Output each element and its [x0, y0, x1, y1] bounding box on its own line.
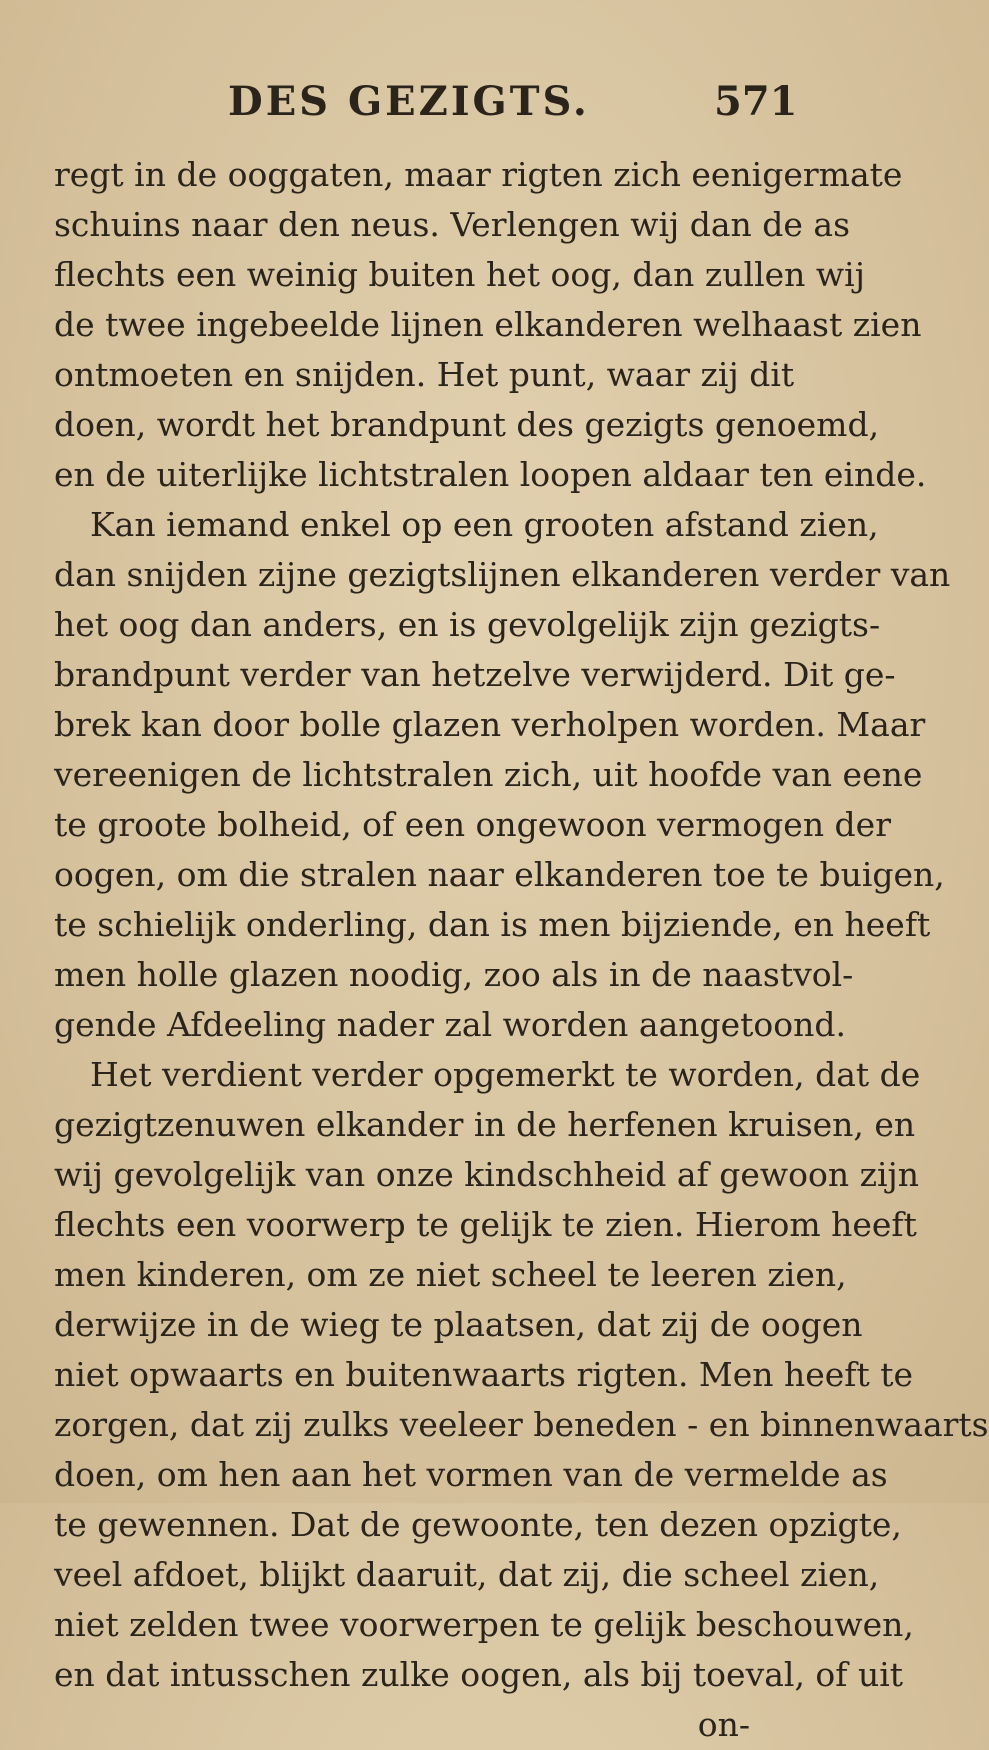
running-head: DES GEZIGTS.	[228, 78, 590, 125]
text-line: brek kan door bolle glazen verholpen worden. Maar	[54, 705, 926, 744]
text-line: schuins naar den neus. Verlengen wij dan de as	[54, 205, 851, 244]
text-line: niet zelden twee voorwerpen te gelijk beschouwen,	[54, 1605, 914, 1644]
text-line: men holle glazen noodig, zoo als in de naastvol-	[54, 955, 854, 994]
text-line: ontmoeten en snijden. Het punt, waar zij dit	[54, 355, 795, 394]
text-line: te groote bolheid, of een ongewoon vermogen der	[54, 805, 891, 844]
text-line: dan snijden zijne gezigtslijnen elkanderen verder van	[54, 555, 951, 594]
page-number: 571	[714, 78, 798, 125]
text-line: de twee ingebeelde lijnen elkanderen welhaast zien	[54, 305, 922, 344]
text-line: zorgen, dat zij zulks veeleer beneden - en binnenwaarts	[54, 1405, 989, 1444]
text-line: veel afdoet, blijkt daaruit, dat zij, die scheel zien,	[54, 1555, 880, 1594]
text-line: flechts een voorwerp te gelijk te zien. Hierom heeft	[54, 1205, 917, 1244]
text-line: brandpunt verder van hetzelve verwijderd. Dit ge-	[54, 655, 896, 694]
text-line: men kinderen, om ze niet scheel te leeren zien,	[54, 1255, 847, 1294]
text-line: en dat intusschen zulke oogen, als bij toeval, of uit	[54, 1655, 904, 1694]
text-line: gezigtzenuwen elkander in de herfenen kruisen, en	[54, 1105, 916, 1144]
catchword: on-	[697, 1705, 750, 1744]
text-line: Kan iemand enkel op een grooten afstand zien,	[90, 505, 879, 544]
text-line: derwijze in de wieg te plaatsen, dat zij de oogen	[54, 1305, 863, 1344]
text-line: het oog dan anders, en is gevolgelijk zijn gezigts-	[54, 605, 881, 644]
text-line: vereenigen de lichtstralen zich, uit hoofde van eene	[54, 755, 923, 794]
text-line: wij gevolgelijk van onze kindschheid af gewoon zijn	[54, 1155, 920, 1194]
text-line: te schielijk onderling, dan is men bijziende, en heeft	[54, 905, 931, 944]
text-line: te gewennen. Dat de gewoonte, ten dezen opzigte,	[54, 1505, 902, 1544]
page-header	[0, 78, 800, 138]
text-line: niet opwaarts en buitenwaarts rigten. Men heeft te	[54, 1355, 914, 1394]
text-line: Het verdient verder opgemerkt te worden, dat de	[90, 1055, 921, 1094]
body-text	[54, 150, 989, 1750]
text-line: doen, om hen aan het vormen van de vermelde as	[54, 1455, 888, 1494]
text-line: oogen, om die stralen naar elkanderen toe te buigen,	[54, 855, 945, 894]
text-line: gende Afdeeling nader zal worden aangetoond.	[54, 1005, 847, 1044]
text-line: flechts een weinig buiten het oog, dan zullen wij	[54, 255, 865, 294]
text-line: regt in de ooggaten, maar rigten zich eenigermate	[54, 155, 903, 194]
text-line: en de uiterlijke lichtstralen loopen aldaar ten einde.	[54, 455, 927, 494]
text-line: doen, wordt het brandpunt des gezigts genoemd,	[54, 405, 880, 444]
